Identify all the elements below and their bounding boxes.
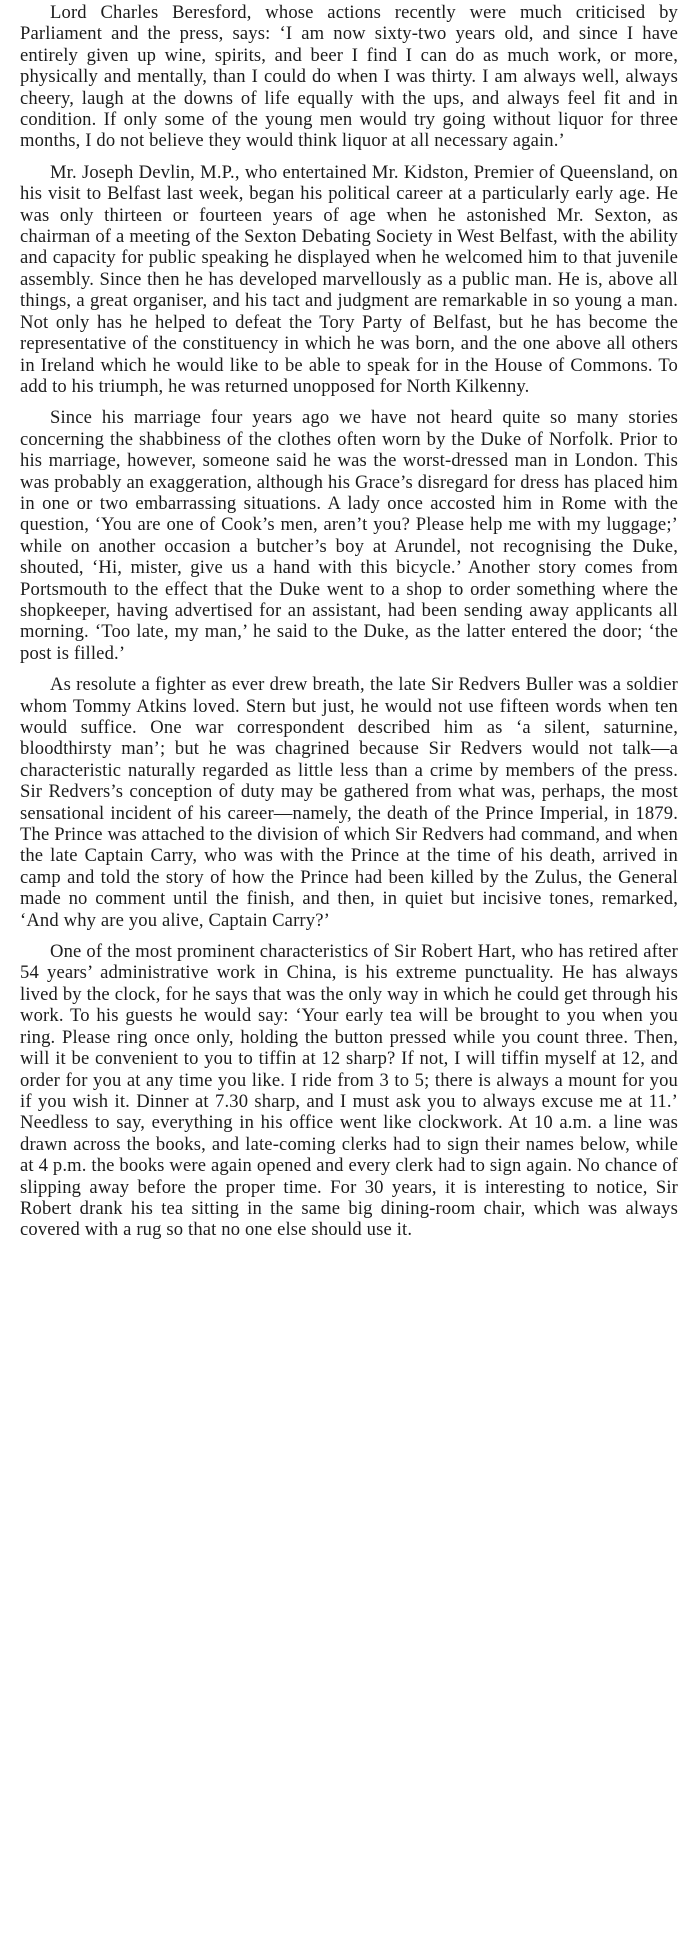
paragraph-devlin: Mr. Joseph Devlin, M.P., who entertained Mr. Kidston, Premier of Queensland, on his visit to Belfast last week, began his political career at a particularly early age. He was only thirteen or fourteen years of age when he astonished Mr. Sexton, as chairman of a meeting of the Sexton Debating Society in West Belfast, with the ability and capacity for public speaking he displayed when he welcomed him to that juvenile assembly. Since then he has developed marvellously as a public man. He is, above all things, a great organiser, and his tact and judgment are remarkable in so young a man. Not only has he helped to defeat the Tory Party of Belfast, but he has become the representative of the constituency in which he was born, and the one above all others in Ireland which he would like to be able to speak for in the House of Commons. To add to his triumph, he was returned unopposed for North Kilkenny. — [20, 161, 678, 397]
paragraph-hart: One of the most prominent characteristics of Sir Robert Hart, who has retired after 54 years’ administrative work in China, is his extreme punctuality. He has always lived by the clock, for he says that was the only way in which he could get through his work. To his guests he would say: ‘Your early tea will be brought to you when you ring. Please ring once only, holding the button pressed while you count three. Then, will it be convenient to you to tiffin at 12 sharp? If not, I will tiffin myself at 12, and order for you at any time you like. I ride from 3 to 5; there is always a mount for you if you wish it. Dinner at 7.30 sharp, and I must ask you to always excuse me at 11.’ Needless to say, everything in his office went like clockwork. At 10 a.m. a line was drawn across the books, and late-coming clerks had to sign their names below, while at 4 p.m. the books were again opened and every clerk had to sign again. No chance of slipping away before the proper time. For 30 years, it is interesting to notice, Sir Robert drank his tea sitting in the same big dining-room chair, which was always covered with a rug so that no one else should use it. — [20, 941, 678, 1241]
paragraph-buller: As resolute a fighter as ever drew breath, the late Sir Redvers Buller was a soldier whom Tommy Atkins loved. Stern but just, he would not use fifteen words when ten would suffice. One war correspondent described him as ‘a silent, saturnine, bloodthirsty man’; but he was chagrined because Sir Redvers would not talk—a characteristic naturally regarded as little less than a crime by members of the press. Sir Redvers’s conception of duty may be gathered from what was, perhaps, the most sensational incident of his career—namely, the death of the Prince Imperial, in 1879. The Prince was attached to the division of which Sir Redvers had command, and when the late Captain Carry, who was with the Prince at the time of his death, arrived in camp and told the story of how the Prince had been killed by the Zulus, the General made no comment until the finish, and then, in quiet but incisive tones, remarked, ‘And why are you alive, Captain Carry?’ — [20, 674, 678, 931]
paragraph-norfolk: Since his marriage four years ago we have not heard quite so many stories concerning the shabbiness of the clothes often worn by the Duke of Norfolk. Prior to his marriage, however, someone said he was the worst-dressed man in London. This was probably an exaggeration, although his Grace’s disregard for dress has placed him in one or two embarrassing situations. A lady once accosted him in Rome with the question, ‘You are one of Cook’s men, aren’t you? Please help me with my luggage;’ while on another occasion a butcher’s boy at Arundel, not recognising the Duke, shouted, ‘Hi, mister, give us a hand with this bicycle.’ Another story comes from Portsmouth to the effect that the Duke went to a shop to order something where the shopkeeper, having advertised for an assistant, had been sending away applicants all morning. ‘Too late, my man,’ he said to the Duke, as the latter entered the door; ‘the post is filled.’ — [20, 407, 678, 664]
paragraph-beresford: Lord Charles Beresford, whose actions recently were much criticised by Parliament and the press, says: ‘I am now sixty-two years old, and since I have entirely given up wine, spirits, and beer I find I can do as much work, or more, physically and mentally, than I could do when I was thirty. I am always well, always cheery, laugh at the downs of life equally with the ups, and always feel fit and in condition. If only some of the young men would try going without liquor for three months, I do not believe they would think liquor at all necessary again.’ — [20, 2, 678, 152]
